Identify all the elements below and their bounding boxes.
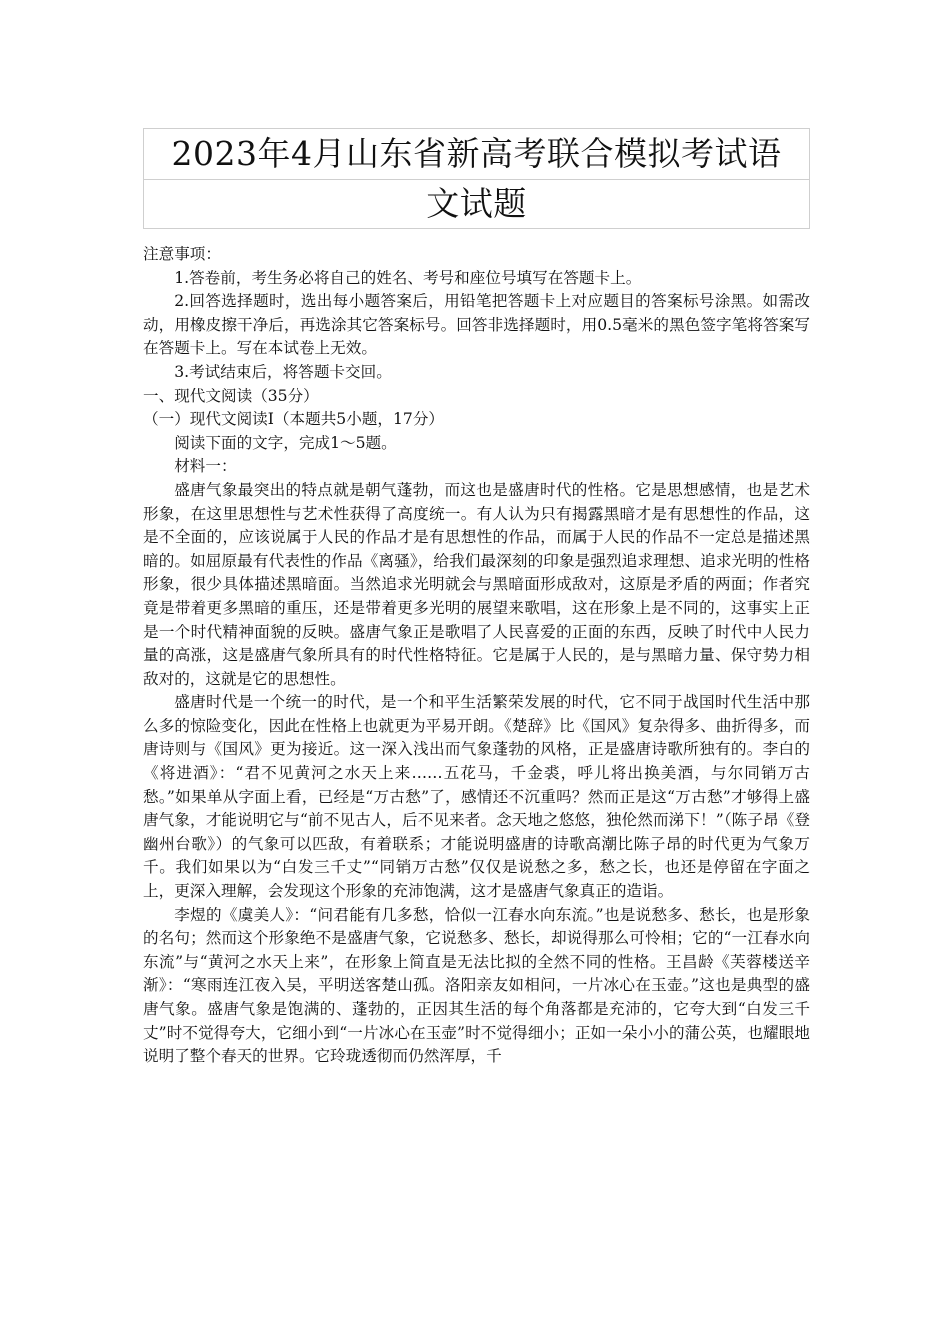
body-paragraph: 盛唐时代是一个统一的时代，是一个和平生活繁荣发展的时代，它不同于战国时代生活中那么多的惊险变化，因此在性格上也就更为平易开朗。《楚辞》比《国风》复杂得多、曲折得多，而唐诗则与《国风》更为接近。这一深入浅出而气象蓬勃的风格，正是盛唐诗歌所独有的。李白的《将进酒》：“君不见黄河之水天上来……五花马，千金裘，呼儿将出换美酒，与尔同销万古愁。”如果单从字面上看，已经是“万古愁”了，感情还不沉重吗？然而正是这“万古愁”才够得上盛唐气象，才能说明它与“前不见古人，后不见来者。念天地之悠悠，独伦然而涕下！”（陈子昂《登幽州台歌》）的气象可以匹敌，有着联系；才能说明盛唐的诗歌高潮比陈子昂的时代更为气象万千。我们如果以为“白发三千丈”“同销万古愁”仅仅是说愁之多，愁之长，也还是停留在字面之上，更深入理解，会发现这个形象的充沛饱满，这才是盛唐气象真正的造诣。: [143, 693, 810, 901]
section-heading: 一、现代文阅读（35分）: [143, 386, 319, 405]
material-label: 材料一：: [174, 457, 237, 476]
body-paragraph: 李煜的《虞美人》：“问君能有几多愁，恰似一江春水向东流。”也是说愁多、愁长，也是形象的名句；然而这个形象绝不是盛唐气象，它说愁多、愁长，却说得那么可怜相；它的“一江春水向东流”与“黄河之水天上来”，在形象上简直是无法比拟的全然不同的性格。王昌龄《芙蓉楼送辛渐》：“寒雨连江夜入吴，平明送客楚山孤。洛阳亲友如相问，一片冰心在玉壶。”这也是典型的盛唐气象。盛唐气象是饱满的、蓬勃的，正因其生活的每个角落都是充沛的，它夸大到“白发三千丈”时不觉得夸大，它细小到“一片冰心在玉壶”时不觉得细小；正如一朵小小的蒲公英，也耀眼地说明了整个春天的世界。它玲珑透彻而仍然浑厚，千: [143, 905, 810, 1066]
note-item: 2.回答选择题时，选出每小题答案后，用铅笔把答题卡上对应题目的答案标号涂黑。如需改动，用橡皮擦干净后，再选涂其它答案标号。回答非选择题时，用0.5毫米的黑色签字笔将答案写在答题卡上。写在本试卷上无效。: [143, 292, 810, 358]
page-title-line-1: 2023年4月山东省新高考联合模拟考试语: [144, 129, 809, 180]
notes-heading: 注意事项：: [143, 245, 221, 263]
instruction-text: 阅读下面的文字，完成1～5题。: [174, 433, 397, 452]
note-item: 1.答卷前，考生务必将自己的姓名、考号和座位号填写在答题卡上。: [174, 268, 642, 287]
exam-page: [143, 0, 810, 1069]
title-box: [143, 128, 810, 229]
document-body: [143, 243, 810, 1069]
body-paragraph: 盛唐气象最突出的特点就是朝气蓬勃，而这也是盛唐时代的性格。它是思想感情，也是艺术形象，在这里思想性与艺术性获得了高度统一。有人认为只有揭露黑暗才是有思想性的作品，这是不全面的，应该说属于人民的作品才是有思想性的作品，而属于人民的作品不一定总是描述黑暗的。如屈原最有代表性的作品《离骚》，给我们最深刻的印象是强烈追求理想、追求光明的性格形象，很少具体描述黑暗面。当然追求光明就会与黑暗面形成敌对，这原是矛盾的两面；作者究竟是带着更多黑暗的重压，还是带着更多光明的展望来歌唱，这在形象上是不同的，这事实上正是一个时代精神面貌的反映。盛唐气象正是歌唱了人民喜爱的正面的东西，反映了时代中人民力量的高涨，这是盛唐气象所具有的时代性格特征。它是属于人民的，是与黑暗力量、保守势力相敌对的，这就是它的思想性。: [143, 480, 810, 688]
page-title-line-2: 文试题: [426, 184, 527, 223]
subsection-heading: （一）现代文阅读Ⅰ（本题共5小题，17分）: [143, 410, 445, 429]
note-item: 3.考试结束后，将答题卡交回。: [174, 362, 392, 381]
